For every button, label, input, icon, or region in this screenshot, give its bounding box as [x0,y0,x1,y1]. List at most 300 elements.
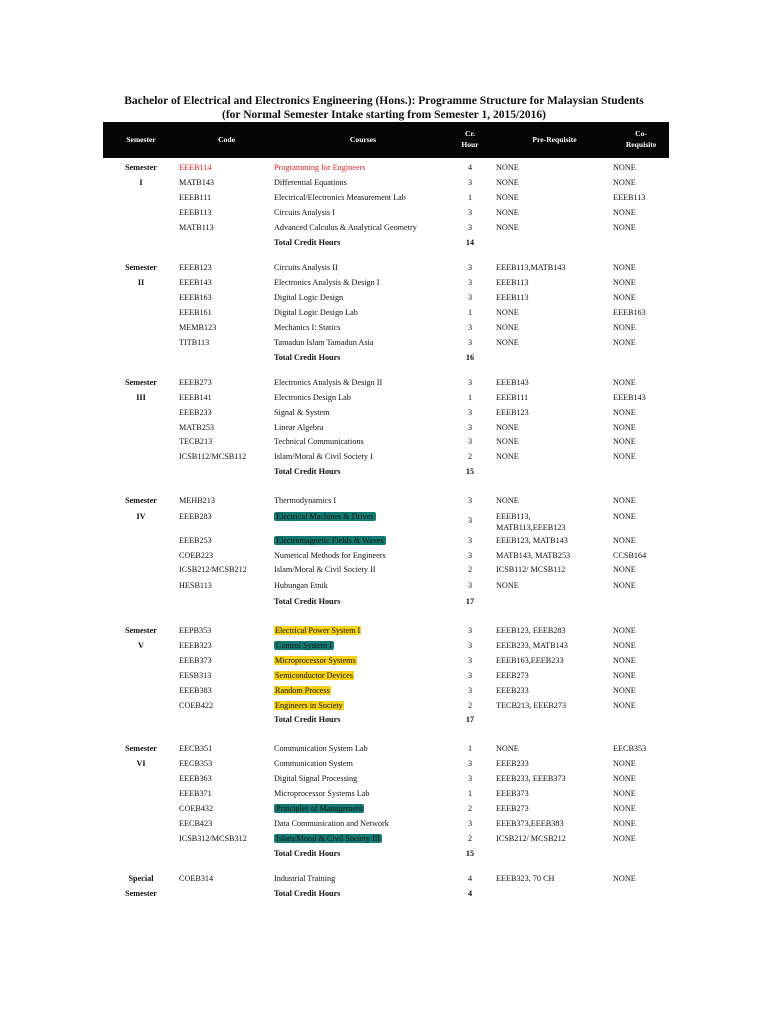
course-row [0,377,768,392]
credit-hours-text: 4 [467,163,473,172]
course-name-text: Islam/Moral & Civil Society I [274,452,373,461]
credit-hours [452,307,488,319]
course-code-text: EEEB233 [179,408,212,417]
corequisite-text: NONE [613,278,636,287]
course-code [179,322,216,334]
credit-hours [452,352,488,364]
total-credit-row [0,237,768,252]
corequisite [613,207,636,219]
prerequisite-text: NONE [496,308,519,317]
prerequisite-text: NONE [496,323,519,332]
credit-hours-text: 3 [467,423,473,432]
credit-hours [452,422,488,434]
semester-cell-text: Semester [125,496,157,505]
course-code-text: EEEB383 [179,686,212,695]
course-code [179,640,212,652]
credit-hours-text: 1 [467,193,473,202]
course-name [274,625,361,637]
prerequisite [496,788,529,799]
course-name [274,888,340,900]
prerequisite-text: EEEB233, EEEB373 [496,774,566,783]
credit-hours [452,564,488,576]
credit-hours [452,322,488,334]
corequisite [613,337,636,349]
course-name-text: Islam/Moral & Civil Society III [276,834,381,843]
course-code-text: MEMB123 [179,323,217,332]
prerequisite-text: EEEB113 [496,293,529,302]
course-code [179,625,211,637]
prerequisite-text: EEEB233 [496,759,529,768]
prerequisite [496,758,529,769]
credit-hours [452,596,488,608]
prerequisite [496,307,519,318]
corequisite [613,655,636,667]
course-code-text: EEPB353 [179,626,212,635]
credit-hours [452,436,488,448]
course-row [0,818,768,833]
prerequisite [496,625,566,636]
semester-cell-text: Semester [125,626,157,635]
prerequisite [496,262,566,273]
credit-hours-text: 2 [467,565,473,574]
corequisite-text: NONE [613,163,636,172]
prerequisite-text: TECB213, EEEB273 [496,701,567,710]
prerequisite-text: ICSB212/ MCSB212 [496,834,566,843]
course-code [179,833,247,845]
corequisite [613,670,636,682]
prerequisite [496,833,566,844]
prerequisite [496,436,519,447]
course-row [0,788,768,803]
semester-cell [103,625,179,637]
credit-hours [452,277,488,289]
prerequisite-text: NONE [496,496,519,505]
course-row [0,625,768,640]
credit-hours [452,292,488,304]
course-code [179,818,212,830]
course-row [0,495,768,510]
corequisite [613,322,636,334]
course-name-text: Thermodynamics I [274,496,337,505]
corequisite-text: EEEB113 [613,193,646,202]
credit-hours [452,655,488,667]
course-name-text: Total Credit Hours [274,889,341,898]
credit-hours-text: 3 [467,323,473,332]
course-name-text: Total Credit Hours [274,238,341,247]
course-name [274,177,347,189]
semester-cell [103,177,179,189]
credit-hours [452,743,488,755]
corequisite [613,685,636,697]
course-code [179,222,214,234]
corequisite-text: NONE [613,378,636,387]
prerequisite [496,743,519,754]
prerequisite [496,337,519,348]
credit-hours [452,451,488,463]
course-name-text: Total Credit Hours [274,353,341,362]
course-name [274,580,328,592]
credit-hours [452,685,488,697]
credit-hours-text: 2 [467,701,473,710]
prerequisite [496,803,529,814]
semester-cell-text: VI [136,759,146,768]
prerequisite-text: NONE [496,338,519,347]
corequisite [613,640,636,652]
course-row [0,511,768,532]
course-code [179,580,212,592]
course-code [179,262,212,274]
prerequisite-text: MATB143, MATB253 [496,551,571,560]
course-code-text: ICSB112/MCSB112 [179,452,247,461]
course-code [179,495,215,507]
course-name-text: Digital Signal Processing [274,774,358,783]
course-row [0,640,768,655]
corequisite [613,292,636,304]
prerequisite-text: NONE [496,437,519,446]
prerequisite [496,655,564,666]
prerequisite [496,222,519,233]
credit-hours [452,873,488,885]
corequisite-text: NONE [613,701,636,710]
course-code-text: EEEB363 [179,774,212,783]
total-credit-row [0,714,768,729]
prerequisite [496,580,519,591]
semester-cell [103,162,179,174]
prerequisite-text: EEEB113, [496,512,531,521]
course-name-text: Technical Communications [274,437,364,446]
course-name [274,833,382,845]
prerequisite [496,818,564,829]
course-name [274,337,373,349]
course-code-text: EEEB373 [179,656,212,665]
course-name-text: Communication System [274,759,353,768]
credit-hours-text: 15 [465,467,475,476]
course-name [274,377,382,389]
course-name-text: Tamadun Islam Tamadun Asia [274,338,374,347]
course-name-text: Total Credit Hours [274,597,341,606]
total-credit-row [0,466,768,481]
course-name [274,873,335,885]
corequisite [613,162,636,174]
course-name-text: Engineers in Society [275,701,343,710]
corequisite-text: EEEB163 [613,308,646,317]
credit-hours [452,515,488,527]
prerequisite [496,685,529,696]
corequisite [613,192,645,204]
corequisite [613,422,636,434]
course-code-text: EEEB141 [179,393,212,402]
credit-hours-text: 3 [467,759,473,768]
course-code [179,292,212,304]
corequisite-text: NONE [613,759,636,768]
prerequisite-text: EEEB273 [496,804,529,813]
credit-hours-text: 15 [465,849,475,858]
course-name-text: Circuits Analysis I [274,208,335,217]
corequisite-text: NONE [613,536,636,545]
course-name [274,352,340,364]
credit-hours [452,192,488,204]
corequisite-text: NONE [613,641,636,650]
corequisite [613,377,636,389]
course-code-text: EESB313 [179,671,212,680]
course-name [274,307,358,319]
course-name [274,818,389,830]
credit-hours [452,625,488,637]
credit-hours [452,818,488,830]
semester-cell [103,495,179,507]
prerequisite [496,377,529,388]
corequisite [613,535,636,547]
course-code-text: EECB353 [179,759,213,768]
course-code [179,803,213,815]
credit-hours-text: 3 [467,581,473,590]
course-code [179,436,212,448]
corequisite-text: NONE [613,774,636,783]
corequisite [613,511,636,523]
course-code [179,392,212,404]
total-credit-row [0,848,768,863]
credit-hours-text: 2 [467,804,473,813]
corequisite [613,833,636,845]
course-code-text: COEB432 [179,804,214,813]
course-row [0,655,768,670]
course-name-text: Linear Algebra [274,423,324,432]
corequisite [613,758,636,770]
course-name [274,192,406,204]
course-code-text: COEB223 [179,551,214,560]
course-name-text: Electrical Machines & Drives [276,512,374,521]
corequisite-text: NONE [613,581,636,590]
course-row [0,700,768,715]
corequisite [613,262,636,274]
course-code-text: EEEB111 [179,193,212,202]
prerequisite-text-line2: MATB113,EEEB123 [496,523,566,532]
course-row [0,407,768,422]
course-name [274,392,351,404]
prerequisite [496,564,565,575]
semester-cell-text: Semester [125,378,157,387]
course-name-text: Semiconductor Devices [275,671,353,680]
prerequisite-text: EEEB123, MATB143 [496,536,568,545]
prerequisite [496,773,566,784]
course-name-text: Digital Logic Design [274,293,344,302]
credit-hours-text: 3 [467,496,473,505]
corequisite [613,773,636,785]
course-name [274,407,330,419]
credit-hours-text: 3 [467,437,473,446]
semester-cell [103,758,179,770]
credit-hours [452,466,488,478]
course-code [179,277,212,289]
course-code-text: EECB351 [179,744,213,753]
credit-hours [452,580,488,592]
course-row [0,564,768,579]
semester-cell [103,377,179,389]
course-row [0,773,768,788]
document-subtitle: (for Normal Semester Intake starting from Semester 1, 2015/2016) [222,109,546,121]
prerequisite-text: EEEB233 [496,686,529,695]
course-row [0,292,768,307]
credit-hours [452,162,488,174]
course-code-text: MEHB213 [179,496,215,505]
prerequisite [496,207,519,218]
course-row [0,177,768,192]
credit-hours-text: 1 [467,393,473,402]
course-name [274,466,340,478]
prerequisite [496,407,529,418]
course-code [179,773,212,785]
course-code-text: EEEB123 [179,263,212,272]
course-name-text: Communication System Lab [274,744,368,753]
semester-cell-text: V [138,641,144,650]
course-code [179,207,211,219]
header-prerequisite: Pre-Requisite [532,135,577,144]
course-name-text: Random Process [275,686,330,695]
credit-hours-text: 2 [467,452,473,461]
course-code-text: EEEB161 [179,308,212,317]
corequisite [613,495,636,507]
semester-cell [103,511,179,523]
credit-hours-text: 3 [467,686,473,695]
credit-hours-text: 3 [467,819,473,828]
corequisite-text: EECB353 [613,744,647,753]
course-name [274,292,343,304]
prerequisite-text: EEEB373 [496,789,529,798]
credit-hours-text: 17 [465,715,475,724]
prerequisite [496,535,568,546]
course-name-text: Electromagnetic Fields & Waves [276,536,384,545]
corequisite-text: NONE [613,423,636,432]
course-row [0,685,768,700]
corequisite-text: NONE [613,223,636,232]
course-name-text: Signal & System [274,408,330,417]
corequisite [613,277,636,289]
prerequisite [496,162,519,173]
prerequisite-text: NONE [496,193,519,202]
course-name [274,564,375,576]
course-name-text: Control System I [276,641,332,650]
semester-cell-text: Special [128,874,154,883]
header-corequisite-line1: Co- [635,129,647,138]
course-name [274,758,353,770]
corequisite-text: NONE [613,437,636,446]
credit-hours-text: 3 [467,208,473,217]
course-code [179,407,212,419]
course-code [179,873,213,885]
total-credit-row [0,352,768,367]
course-name-text: Microprocessor Systems Lab [274,789,370,798]
corequisite-text: NONE [613,834,636,843]
course-name [274,451,373,463]
credit-hours-text: 17 [465,597,475,606]
course-name [274,436,364,448]
course-name-text: Total Credit Hours [274,715,341,724]
course-name [274,422,323,434]
course-code [179,162,211,174]
credit-hours-text: 3 [467,551,473,560]
prerequisite-text: EEEB323, 70 CH [496,874,555,883]
course-name [274,535,386,547]
corequisite-text: NONE [613,656,636,665]
course-row [0,337,768,352]
prerequisite-text: NONE [496,178,519,187]
corequisite-text: NONE [613,686,636,695]
credit-hours-text: 2 [467,834,473,843]
prerequisite [496,322,519,333]
course-code-text: HESB113 [179,581,212,590]
course-code-text: ICSB312/MCSB312 [179,834,247,843]
course-code [179,670,211,682]
course-code-text: MATB253 [179,423,215,432]
credit-hours-text: 3 [467,641,473,650]
credit-hours [452,337,488,349]
prerequisite-text: EEEB373,EEEB383 [496,819,564,828]
course-name [274,670,354,682]
header-courses: Courses [349,135,377,144]
prerequisite [496,177,519,188]
corequisite [613,873,636,885]
course-code [179,451,246,463]
prerequisite [496,392,528,403]
course-row [0,222,768,237]
credit-hours-text: 16 [465,353,475,362]
course-name [274,700,344,712]
semester-cell-text: II [137,278,145,287]
course-name [274,596,340,608]
course-code-text: EECB423 [179,819,213,828]
course-code-text: EEEB113 [179,208,212,217]
course-row [0,162,768,177]
prerequisite-text: EEEB163,EEEB233 [496,656,564,665]
credit-hours-text: 3 [467,626,473,635]
course-name-text: Hubungan Etnik [274,581,328,590]
credit-hours-text: 3 [467,178,473,187]
course-code [179,685,212,697]
credit-hours [452,550,488,562]
course-name [274,848,340,860]
course-code [179,535,212,547]
course-row [0,550,768,565]
course-name-text: Electrical/Electronics Measurement Lab [274,193,406,202]
credit-hours [452,758,488,770]
corequisite-text: NONE [613,874,636,883]
course-code [179,743,212,755]
credit-hours-text: 3 [467,378,473,387]
course-row [0,277,768,292]
course-name [274,685,331,697]
course-code-text: EEEB283 [179,512,212,521]
credit-hours-text: 3 [467,338,473,347]
corequisite-text: NONE [613,496,636,505]
course-code-text: EEEB273 [179,378,212,387]
credit-hours-text: 14 [465,238,475,247]
semester-cell-text: Semester [125,744,157,753]
course-name [274,803,364,815]
course-name-text: Electronics Analysis & Design II [274,378,383,387]
corequisite-text: NONE [613,208,636,217]
credit-hours [452,848,488,860]
credit-hours [452,700,488,712]
course-code-text: EEEB163 [179,293,212,302]
course-name-text: Differential Equations [274,178,347,187]
credit-hours-text: 3 [467,516,473,525]
credit-hours [452,392,488,404]
corequisite-text: NONE [613,565,636,574]
course-code-text: COEB422 [179,701,214,710]
prerequisite-text: EEEB123, EEEB283 [496,626,566,635]
course-name-text: Total Credit Hours [274,467,341,476]
corequisite-text: NONE [613,512,636,521]
